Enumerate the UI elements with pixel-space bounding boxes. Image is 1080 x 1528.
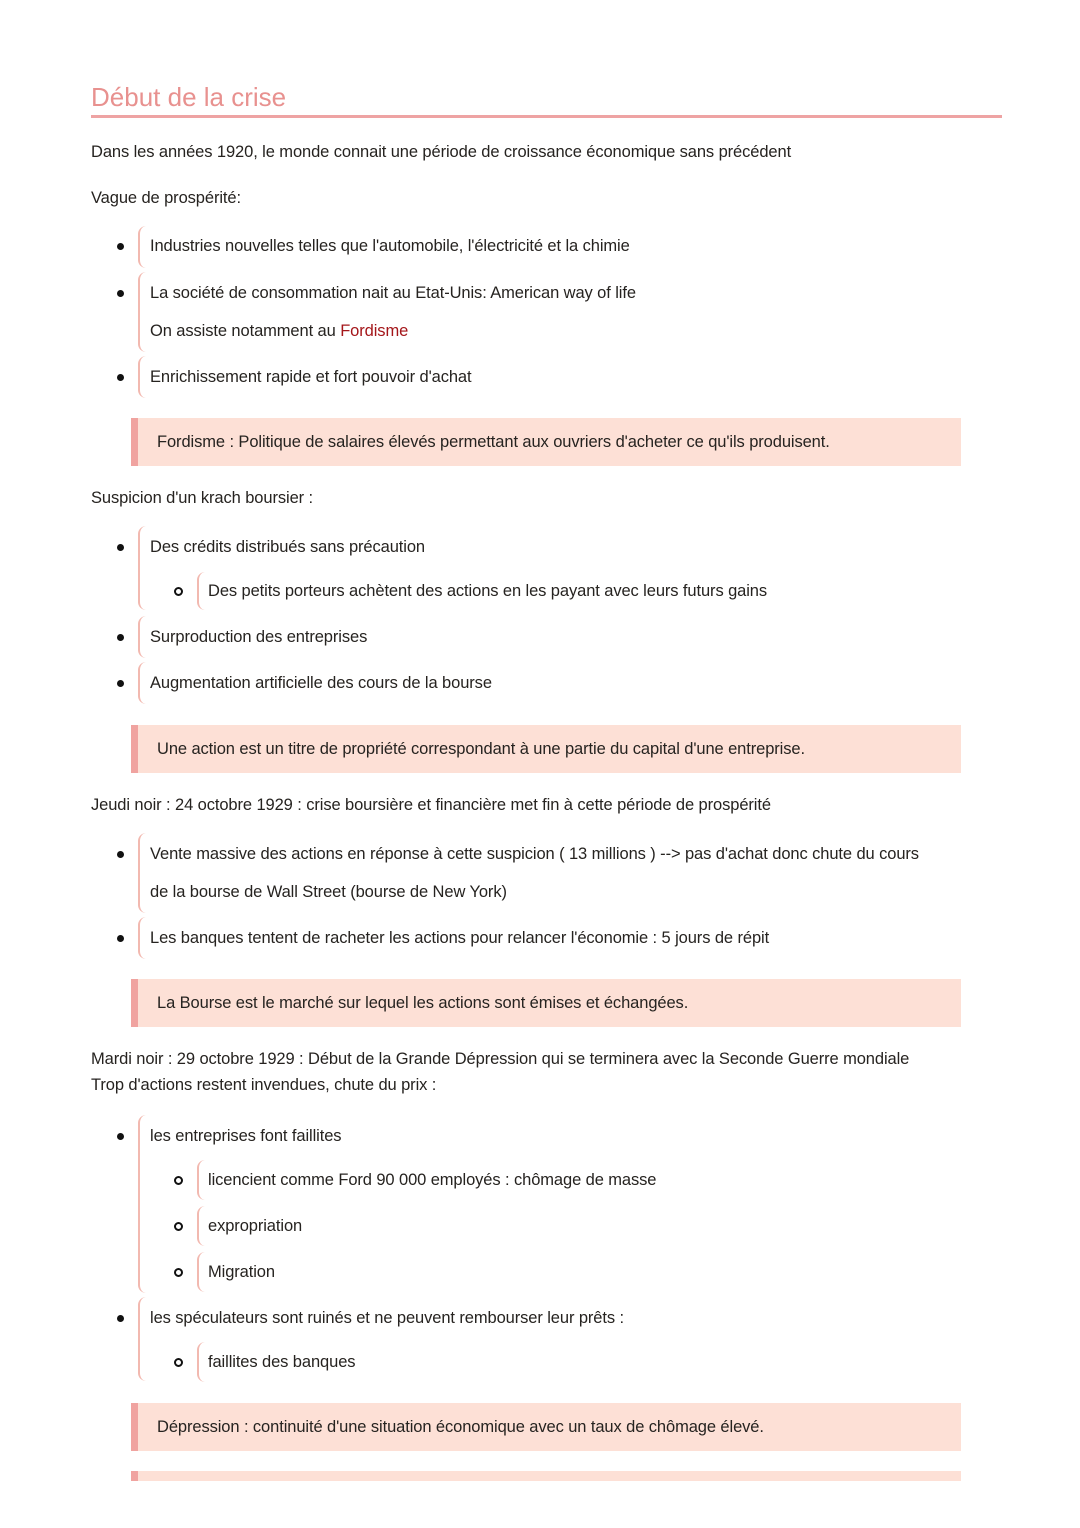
item-bracket (138, 616, 148, 658)
sub-item-bracket (197, 1342, 207, 1382)
bullet-icon (117, 290, 124, 297)
sub-bullet-icon (174, 1358, 183, 1367)
list-item: les spéculateurs sont ruinés et ne peuvent rembourser leur prêts : (150, 1309, 624, 1327)
bullet-icon (117, 1133, 124, 1140)
list-item-text: On assiste notamment au (150, 322, 341, 340)
item-bracket (138, 226, 148, 268)
bullet-icon (117, 935, 124, 942)
bullet-icon (117, 243, 124, 250)
sub-bullet-icon (174, 1176, 183, 1185)
section-heading: Jeudi noir : 24 octobre 1929 : crise boursière et financière met fin à cette période de prospérité (91, 796, 771, 814)
definition-callout (131, 1403, 961, 1451)
section-heading: Mardi noir : 29 octobre 1929 : Début de la Grande Dépression qui se terminera avec la Seconde Guerre mondiale (91, 1050, 910, 1068)
sub-item-bracket (197, 572, 207, 610)
list-item: Augmentation artificielle des cours de la bourse (150, 674, 492, 692)
sub-item-bracket (197, 1206, 207, 1246)
callout-text: Fordisme : Politique de salaires élevés permettant aux ouvriers d'acheter ce qu'ils produisent. (157, 433, 830, 451)
definition-callout (131, 979, 961, 1027)
definition-callout (131, 418, 961, 466)
next-callout-partial (131, 1471, 961, 1481)
sub-list-item: Des petits porteurs achètent des actions en les payant avec leurs futurs gains (208, 582, 768, 600)
sub-list-item: faillites des banques (208, 1353, 356, 1371)
page-title: Début de la crise (91, 82, 287, 112)
item-bracket (138, 1115, 148, 1293)
bullet-icon (117, 851, 124, 858)
bullet-icon (117, 1315, 124, 1322)
definition-callout (131, 725, 961, 773)
list-item: Enrichissement rapide et fort pouvoir d'achat (150, 368, 472, 386)
list-item: Industries nouvelles telles que l'automobile, l'électricité et la chimie (150, 237, 630, 255)
item-bracket (138, 917, 148, 959)
bullet-icon (117, 374, 124, 381)
list-item: La société de consommation nait au Etat-Unis: American way of life (150, 284, 636, 302)
sub-item-bracket (197, 1160, 207, 1200)
list-item-continuation: de la bourse de Wall Street (bourse de New York) (150, 883, 507, 901)
bullet-icon (117, 634, 124, 641)
list-item: Vente massive des actions en réponse à cette suspicion ( 13 millions ) --> pas d'achat donc chute du cours (150, 845, 919, 863)
list-item-continuation (150, 321, 408, 341)
title-underline (91, 115, 1002, 118)
fordisme-link[interactable]: Fordisme (340, 322, 409, 340)
section-heading: Vague de prospérité: (91, 189, 241, 207)
sub-item-bracket (197, 1252, 207, 1292)
sub-bullet-icon (174, 1268, 183, 1277)
callout-text: Une action est un titre de propriété correspondant à une partie du capital d'une entreprise. (157, 740, 805, 758)
sub-list-item: Migration (208, 1263, 275, 1281)
item-bracket (138, 272, 148, 352)
list-item: Des crédits distribués sans précaution (150, 538, 426, 556)
list-item: Surproduction des entreprises (150, 628, 368, 646)
item-bracket (138, 833, 148, 913)
item-bracket (138, 526, 148, 610)
section-subheading: Trop d'actions restent invendues, chute du prix : (91, 1076, 437, 1094)
list-item: les entreprises font faillites (150, 1127, 342, 1145)
section-heading: Suspicion d'un krach boursier : (91, 489, 314, 507)
callout-text: La Bourse est le marché sur lequel les actions sont émises et échangées. (157, 994, 689, 1012)
sub-bullet-icon (174, 587, 183, 596)
item-bracket (138, 356, 148, 398)
sub-bullet-icon (174, 1222, 183, 1231)
intro-paragraph: Dans les années 1920, le monde connait une période de croissance économique sans précédent (91, 143, 792, 161)
bullet-icon (117, 680, 124, 687)
sub-list-item: licencient comme Ford 90 000 employés : chômage de masse (208, 1171, 657, 1189)
item-bracket (138, 1297, 148, 1381)
list-item: Les banques tentent de racheter les actions pour relancer l'économie : 5 jours de répit (150, 929, 770, 947)
bullet-icon (117, 544, 124, 551)
sub-list-item: expropriation (208, 1217, 303, 1235)
item-bracket (138, 662, 148, 704)
callout-text: Dépression : continuité d'une situation économique avec un taux de chômage élevé. (157, 1418, 764, 1436)
